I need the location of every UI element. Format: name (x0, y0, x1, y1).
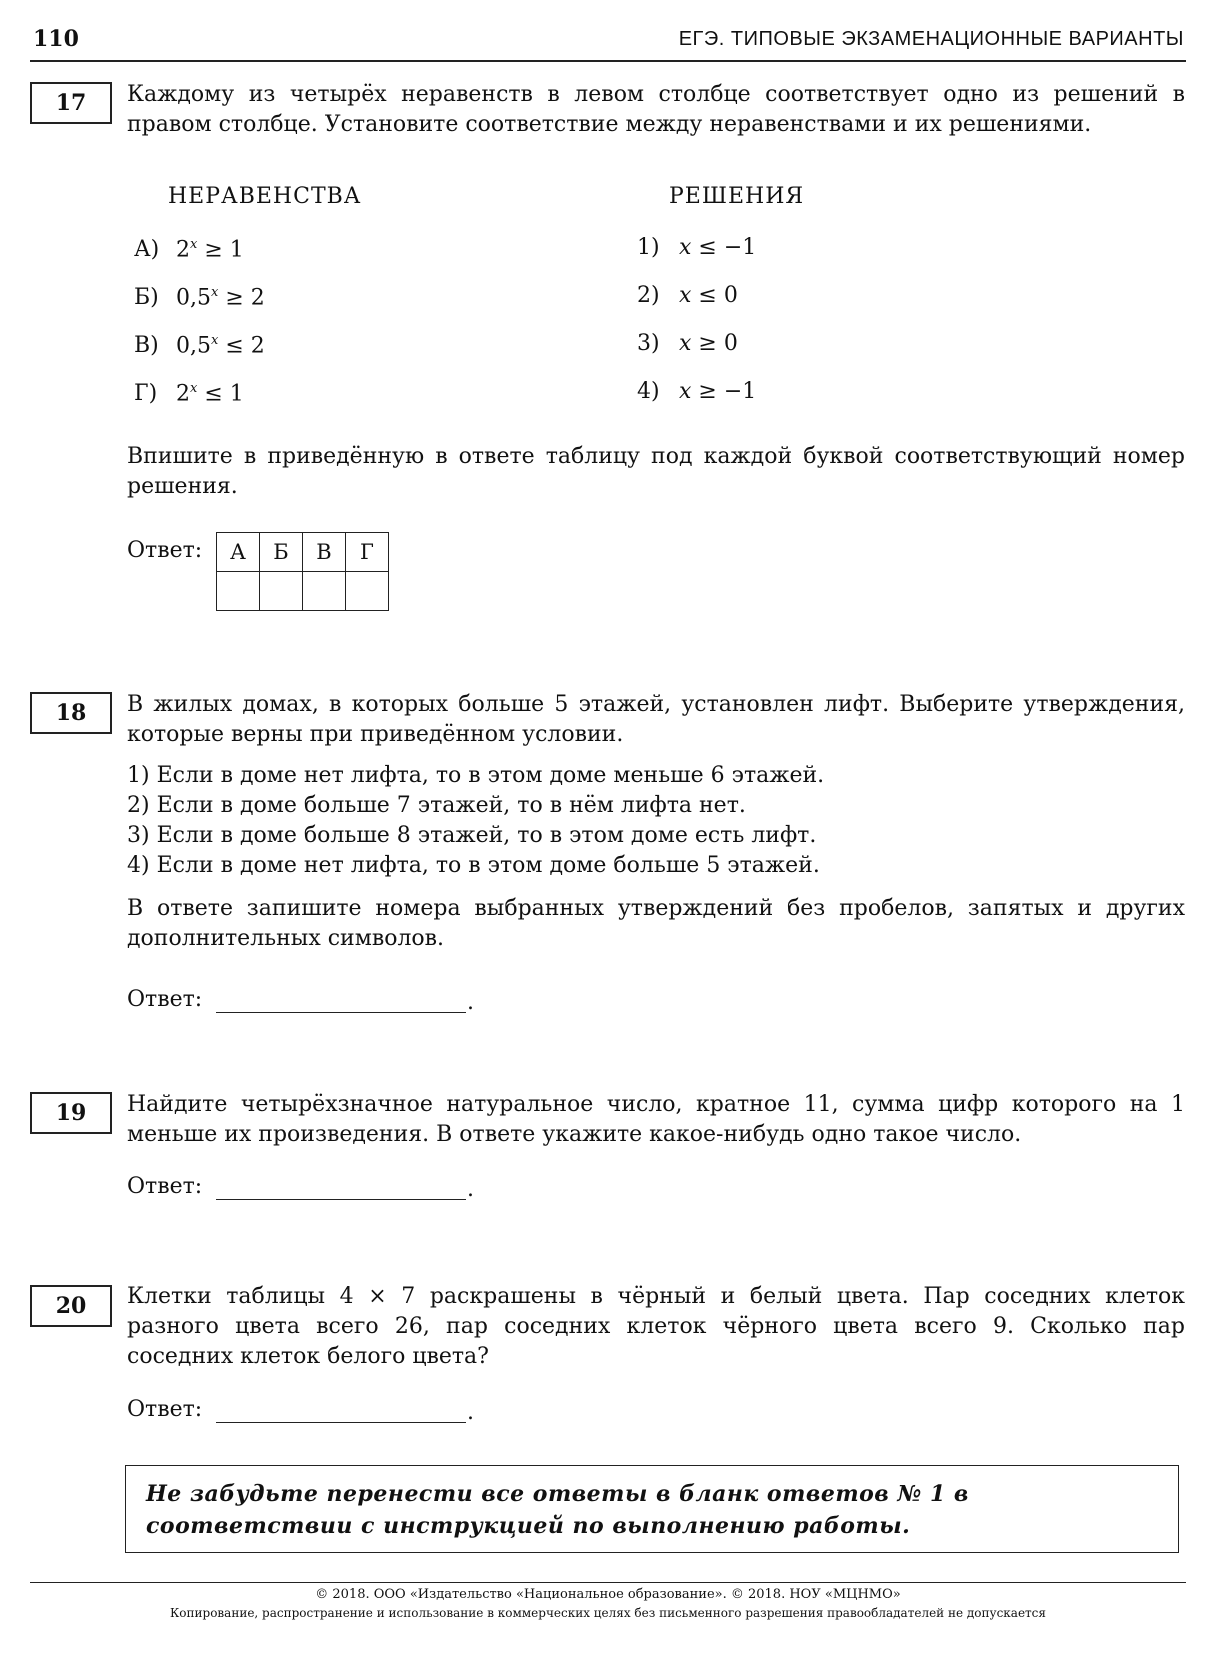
answer-cell-a[interactable] (217, 572, 260, 611)
task-20-answer-label: Ответ: (127, 1397, 203, 1422)
solution-relation: ≥ 0 (698, 331, 738, 356)
answer-cell-v[interactable] (303, 572, 346, 611)
task-20-number: 20 (30, 1285, 112, 1327)
reminder-notice: Не забудьте перенести все ответы в бланк ответов № 1 в соответствии с инструкцией по выполнению работы. (125, 1465, 1179, 1553)
answer-column-header: А (217, 533, 260, 572)
inequality-exponent: x (190, 381, 198, 396)
statement-item: 4) Если в доме нет лифта, то в этом доме больше 5 этажей. (127, 853, 820, 878)
inequality-item (134, 381, 244, 406)
task-19-answer-field[interactable] (216, 1199, 466, 1200)
answer-column-header: Б (260, 533, 303, 572)
task-17-prompt: Каждому из четырёх неравенств в левом столбце соответствует одно из решений в правом столбце. Установите соответствие между неравенствами и их решениями. (127, 82, 1185, 137)
solution-label: 1) (637, 235, 660, 260)
footer-copyright: © 2018. ООО «Издательство «Национальное образование». © 2018. НОУ «МЦНМО» (315, 1587, 901, 1602)
solution-variable: x (679, 235, 692, 260)
inequality-item (134, 285, 265, 310)
page-number: 110 (33, 26, 79, 52)
statement-item: 2) Если в доме больше 7 этажей, то в нём лифта нет. (127, 793, 746, 818)
running-title: ЕГЭ. ТИПОВЫЕ ЭКЗАМЕНАЦИОННЫЕ ВАРИАНТЫ (678, 28, 1184, 50)
solution-label: 4) (637, 379, 660, 404)
inequality-exponent: x (190, 237, 198, 252)
task-20-prompt: Клетки таблицы 4 × 7 раскрашены в чёрный и белый цвета. Пар соседних клеток разного цвета всего 26, пар соседних клеток чёрного цвета всего 9. Сколько пар соседних клеток белого цвета? (127, 1284, 1185, 1369)
inequality-label: А) (134, 237, 160, 263)
inequality-base: 2 (176, 237, 190, 263)
inequality-item (134, 237, 244, 262)
task-19-number: 19 (30, 1092, 112, 1134)
answer-column-header: В (303, 533, 346, 572)
solution-item (637, 379, 756, 404)
statement-item: 1) Если в доме нет лифта, то в этом доме меньше 6 этажей. (127, 763, 825, 788)
task-18-answer-field[interactable] (216, 1012, 466, 1013)
solution-label: 3) (637, 331, 660, 356)
answer-cell-b[interactable] (260, 572, 303, 611)
inequality-exponent: x (211, 285, 219, 300)
solution-item (637, 283, 738, 308)
answer-cell-g[interactable] (346, 572, 389, 611)
answer-period: . (467, 1177, 474, 1202)
inequality-item (134, 333, 265, 358)
task-17-number: 17 (30, 82, 112, 124)
inequality-label: Г) (134, 381, 158, 407)
inequality-relation: ≥ 2 (225, 285, 265, 311)
task-17-answer-table (216, 532, 389, 611)
task-18-answer-label: Ответ: (127, 987, 203, 1012)
inequality-label: Б) (134, 285, 159, 311)
solution-label: 2) (637, 283, 660, 308)
answer-period: . (467, 990, 474, 1015)
solution-variable: x (679, 379, 692, 404)
inequality-relation: ≤ 2 (225, 333, 265, 359)
task-17-instruction: Впишите в приведённую в ответе таблицу под каждой буквой соответствующий номер решения. (127, 444, 1185, 499)
header-rule (30, 60, 1186, 62)
inequality-relation: ≤ 1 (204, 381, 244, 407)
solution-relation: ≤ 0 (698, 283, 738, 308)
solution-relation: ≥ −1 (698, 379, 757, 404)
inequality-base: 0,5 (176, 285, 211, 311)
inequalities-heading: НЕРАВЕНСТВА (168, 184, 362, 209)
solution-variable: x (679, 283, 692, 308)
task-18-prompt: В жилых домах, в которых больше 5 этажей, установлен лифт. Выберите утверждения, которые верны при приведённом условии. (127, 692, 1185, 747)
task-17-answer-label: Ответ: (127, 538, 203, 563)
task-18-number: 18 (30, 692, 112, 734)
task-20-answer-field[interactable] (216, 1422, 466, 1423)
answer-column-header: Г (346, 533, 389, 572)
solution-item (637, 235, 756, 260)
solution-variable: x (679, 331, 692, 356)
footer-disclaimer: Копирование, распространение и использование в коммерческих целях без письменного разрешения правообладателей не допускается (170, 1606, 1046, 1620)
solution-relation: ≤ −1 (698, 235, 757, 260)
inequality-relation: ≥ 1 (204, 237, 244, 263)
solution-item (637, 331, 738, 356)
inequality-label: В) (134, 333, 159, 359)
answer-period: . (467, 1400, 474, 1425)
task-19-answer-label: Ответ: (127, 1174, 203, 1199)
inequality-exponent: x (211, 333, 219, 348)
statement-item: 3) Если в доме больше 8 этажей, то в этом доме есть лифт. (127, 823, 817, 848)
inequality-base: 2 (176, 381, 190, 407)
footer-rule (30, 1582, 1186, 1583)
task-19-prompt: Найдите четырёхзначное натуральное число, кратное 11, сумма цифр которого на 1 меньше их произведения. В ответе укажите какое-нибудь одно такое число. (127, 1092, 1185, 1147)
inequality-base: 0,5 (176, 333, 211, 359)
solutions-heading: РЕШЕНИЯ (669, 184, 805, 209)
task-18-instruction: В ответе запишите номера выбранных утверждений без пробелов, запятых и других дополнительных символов. (127, 896, 1185, 951)
